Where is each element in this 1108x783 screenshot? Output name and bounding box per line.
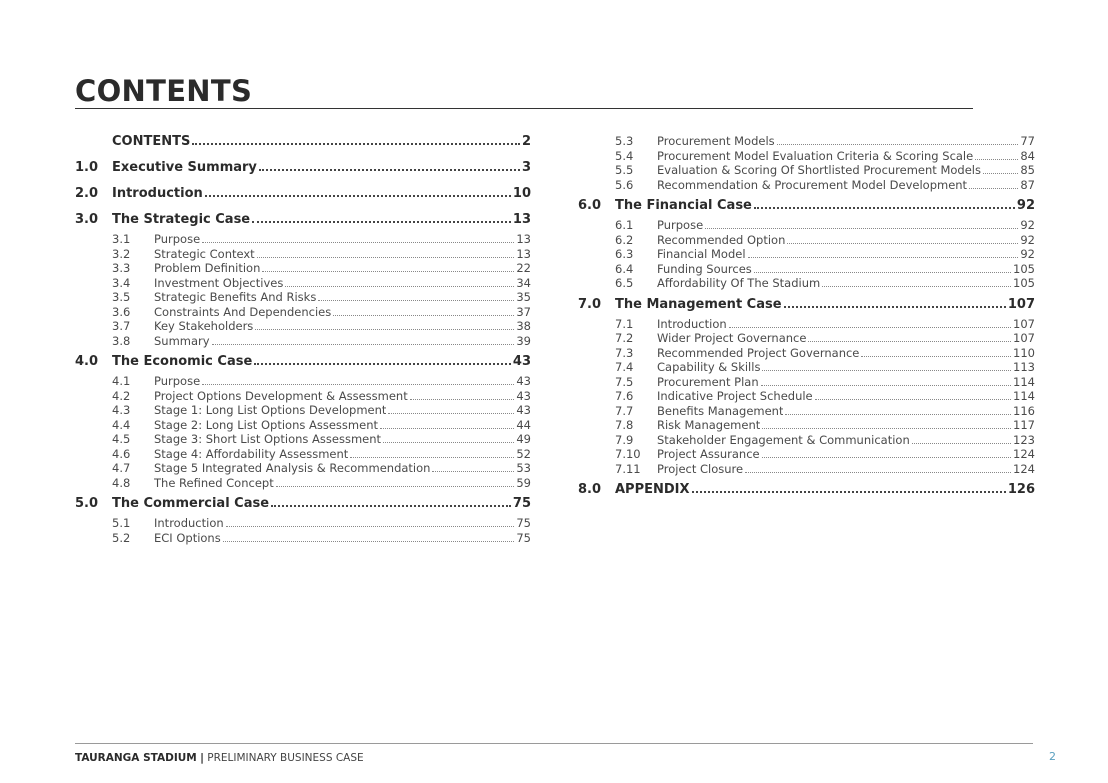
toc-entry-number: 7.11 xyxy=(615,461,641,476)
toc-entry-page: 92 xyxy=(1020,247,1035,261)
toc-entry-number: 3.6 xyxy=(112,304,131,319)
toc-subsection-entry[interactable] xyxy=(75,247,531,262)
toc-subsection-entry[interactable] xyxy=(578,276,1035,291)
toc-entry-title: Constraints And Dependencies xyxy=(154,304,332,319)
toc-entry-number: 4.3 xyxy=(112,403,131,417)
toc-dot-leader xyxy=(252,221,511,223)
toc-entry-page: 44 xyxy=(516,417,531,432)
toc-entry-title: Indicative Project Schedule xyxy=(657,389,813,403)
toc-dot-leader xyxy=(254,363,511,365)
toc-entry-number: 6.5 xyxy=(615,276,634,290)
toc-entry-title: Capability & Skills xyxy=(657,360,761,374)
toc-entry-number: 3.5 xyxy=(112,290,131,304)
toc-subsection-entry[interactable] xyxy=(75,403,531,418)
toc-entry-number: 4.1 xyxy=(112,374,131,388)
toc-entry-page: 114 xyxy=(1013,374,1035,389)
toc-dot-leader xyxy=(257,257,515,258)
footer-document-name: TAURANGA STADIUM xyxy=(75,752,197,764)
toc-subsection-entry[interactable] xyxy=(75,476,531,491)
toc-dot-leader xyxy=(777,144,1019,145)
footer-separator: | xyxy=(200,752,204,764)
toc-dot-leader xyxy=(223,541,515,542)
toc-subsection-entry[interactable] xyxy=(75,334,531,349)
toc-dot-leader xyxy=(212,344,515,345)
toc-entry-number: 5.5 xyxy=(615,163,634,177)
toc-subsection-entry[interactable] xyxy=(578,178,1035,193)
toc-dot-leader xyxy=(762,457,1011,458)
toc-entry-title: Introduction xyxy=(657,316,727,331)
toc-subsection-entry[interactable] xyxy=(578,262,1035,277)
toc-subsection-entry[interactable] xyxy=(75,319,531,334)
title-underline xyxy=(75,108,973,109)
toc-dot-leader xyxy=(380,428,514,429)
toc-entry-title: The Refined Concept xyxy=(154,475,274,490)
toc-entry-title: Purpose xyxy=(154,374,201,388)
toc-subsection-entry[interactable] xyxy=(578,404,1035,419)
toc-entry-page: 85 xyxy=(1020,163,1035,177)
toc-subsection-entry[interactable] xyxy=(578,462,1035,477)
toc-entry-number: 4.8 xyxy=(112,475,131,490)
toc-entry-page: 49 xyxy=(516,432,531,446)
footer xyxy=(75,752,364,764)
toc-dot-leader xyxy=(318,300,514,301)
toc-dot-leader xyxy=(705,228,1018,229)
toc-dot-leader xyxy=(754,207,1015,209)
toc-entry-page: 107 xyxy=(1013,316,1035,331)
toc-entry-page: 123 xyxy=(1013,432,1035,447)
toc-entry-number: 5.6 xyxy=(615,177,634,192)
toc-entry-title: Introduction xyxy=(112,186,203,201)
toc-entry-number: 4.6 xyxy=(112,446,131,461)
toc-entry-title: Stage 2: Long List Options Assessment xyxy=(154,417,378,432)
toc-entry-number: 3.0 xyxy=(75,212,99,227)
toc-entry-number: 4.7 xyxy=(112,461,131,475)
toc-dot-leader xyxy=(787,243,1018,244)
toc-subsection-entry[interactable] xyxy=(578,360,1035,375)
toc-dot-leader xyxy=(729,327,1011,328)
toc-entry-title: Strategic Benefits And Risks xyxy=(154,290,317,304)
toc-section-entry[interactable] xyxy=(75,160,531,180)
toc-subsection-entry[interactable] xyxy=(75,531,531,546)
toc-subsection-entry[interactable] xyxy=(75,461,531,476)
toc-entry-title: Recommended Option xyxy=(657,232,786,247)
toc-dot-leader xyxy=(383,442,514,443)
toc-entry-title: The Financial Case xyxy=(615,198,752,213)
toc-dot-leader xyxy=(975,159,1018,160)
toc-entry-title: Introduction xyxy=(154,516,224,530)
toc-entry-title: ECI Options xyxy=(154,530,221,545)
toc-dot-leader xyxy=(861,356,1011,357)
toc-entry-page: 13 xyxy=(516,246,531,261)
toc-entry-title: Key Stakeholders xyxy=(154,319,254,333)
toc-subsection-entry[interactable] xyxy=(578,149,1035,164)
toc-entry-number: 7.0 xyxy=(578,296,602,312)
toc-section-entry[interactable] xyxy=(75,134,531,154)
toc-entry-page: 43 xyxy=(516,403,531,417)
toc-subsection-entry[interactable] xyxy=(75,516,531,531)
toc-entry-page: 3 xyxy=(521,160,531,175)
toc-entry-page: 53 xyxy=(516,461,531,475)
toc-entry-title: Procurement Plan xyxy=(657,374,759,389)
toc-entry-page: 92 xyxy=(1016,198,1035,213)
toc-entry-title: Executive Summary xyxy=(112,160,257,175)
toc-entry-title: Recommendation & Procurement Model Development xyxy=(657,177,968,192)
toc-subsection-entry[interactable] xyxy=(75,418,531,433)
toc-entry-page: 107 xyxy=(1007,296,1035,312)
toc-entry-number: 3.7 xyxy=(112,319,131,333)
toc-entry-title: Problem Definition xyxy=(154,261,261,275)
toc-entry-title: Evaluation & Scoring Of Shortlisted Procurement Models xyxy=(657,163,981,177)
toc-left-column xyxy=(75,134,531,545)
toc-dot-leader xyxy=(205,195,511,197)
toc-entry-number: 6.0 xyxy=(578,198,602,213)
toc-entry-title: APPENDIX xyxy=(615,482,690,497)
toc-entry-title: Project Assurance xyxy=(657,447,760,461)
toc-entry-title: Purpose xyxy=(657,218,704,232)
toc-entry-number: 7.9 xyxy=(615,432,634,447)
page-number: 2 xyxy=(1049,750,1056,763)
toc-entry-title: Procurement Model Evaluation Criteria & Scoring Scale xyxy=(657,148,974,163)
toc-entry-title: Funding Sources xyxy=(657,261,752,276)
toc-entry-title: Stage 3: Short List Options Assessment xyxy=(154,432,382,446)
toc-dot-leader xyxy=(808,341,1011,342)
toc-dot-leader xyxy=(815,399,1011,400)
toc-entry-page: 75 xyxy=(516,516,531,530)
toc-entry-page: 124 xyxy=(1013,461,1035,476)
toc-entry-page: 124 xyxy=(1013,447,1035,461)
toc-section-entry[interactable] xyxy=(578,297,1035,317)
toc-dot-leader xyxy=(784,306,1006,308)
toc-entry-number: 4.0 xyxy=(75,354,99,369)
toc-dot-leader xyxy=(226,526,515,527)
toc-entry-number: 3.4 xyxy=(112,275,131,290)
toc-subsection-entry[interactable] xyxy=(578,375,1035,390)
toc-subsection-entry[interactable] xyxy=(578,218,1035,233)
toc-section-entry[interactable] xyxy=(75,496,531,516)
toc-entry-page: 39 xyxy=(516,333,531,348)
toc-dot-leader xyxy=(822,286,1011,287)
toc-entry-title: Summary xyxy=(154,333,210,348)
toc-entry-page: 114 xyxy=(1013,389,1035,403)
toc-entry-title: The Strategic Case xyxy=(112,212,251,227)
toc-entry-title: Risk Management xyxy=(657,418,761,432)
toc-dot-leader xyxy=(202,384,514,385)
toc-dot-leader xyxy=(754,272,1011,273)
toc-entry-number: 6.4 xyxy=(615,261,634,276)
toc-entry-title: The Management Case xyxy=(615,296,782,312)
toc-entry-title: Wider Project Governance xyxy=(657,331,807,345)
toc-entry-title: CONTENTS xyxy=(112,134,191,149)
toc-entry-number: 5.2 xyxy=(112,530,131,545)
toc-entry-page: 22 xyxy=(516,261,531,275)
toc-entry-number: 7.4 xyxy=(615,360,634,374)
toc-entry-page: 75 xyxy=(512,496,531,511)
toc-entry-page: 13 xyxy=(512,212,531,227)
toc-dot-leader xyxy=(692,491,1006,493)
toc-dot-leader xyxy=(333,315,514,316)
toc-entry-number: 6.2 xyxy=(615,232,634,247)
toc-entry-number: 7.3 xyxy=(615,345,634,360)
toc-dot-leader xyxy=(285,286,514,287)
toc-section-entry[interactable] xyxy=(578,482,1035,502)
toc-entry-number: 7.1 xyxy=(615,316,634,331)
toc-subsection-entry[interactable] xyxy=(75,389,531,404)
toc-dot-leader xyxy=(983,173,1018,174)
toc-subsection-entry[interactable] xyxy=(578,233,1035,248)
toc-entry-page: 107 xyxy=(1013,331,1035,345)
toc-dot-leader xyxy=(276,486,515,487)
toc-entry-number: 3.2 xyxy=(112,246,131,261)
toc-entry-page: 37 xyxy=(516,304,531,319)
toc-entry-number: 1.0 xyxy=(75,160,99,175)
toc-entry-page: 34 xyxy=(516,275,531,290)
toc-entry-page: 2 xyxy=(521,134,531,149)
toc-entry-title: Project Closure xyxy=(657,461,744,476)
toc-section-entry[interactable] xyxy=(75,354,531,374)
toc-dot-leader xyxy=(969,188,1018,189)
toc-entry-number: 8.0 xyxy=(578,482,602,497)
toc-entry-page: 43 xyxy=(516,388,531,403)
toc-entry-page: 84 xyxy=(1020,148,1035,163)
toc-entry-title: Investment Objectives xyxy=(154,275,284,290)
toc-entry-title: Stage 4: Affordability Assessment xyxy=(154,446,349,461)
toc-subsection-entry[interactable] xyxy=(75,432,531,447)
toc-dot-leader xyxy=(762,428,1011,429)
toc-dot-leader xyxy=(259,169,520,171)
toc-entry-page: 87 xyxy=(1020,177,1035,192)
toc-entry-page: 116 xyxy=(1013,403,1035,418)
toc-subsection-entry[interactable] xyxy=(75,276,531,291)
toc-dot-leader xyxy=(748,257,1019,258)
toc-dot-leader xyxy=(271,505,511,507)
toc-section-entry[interactable] xyxy=(75,186,531,206)
toc-dot-leader xyxy=(745,472,1011,473)
toc-entry-title: Procurement Models xyxy=(657,134,775,148)
toc-entry-number: 7.5 xyxy=(615,374,634,389)
toc-entry-number: 3.3 xyxy=(112,261,131,275)
toc-entry-page: 105 xyxy=(1013,261,1035,276)
toc-entry-page: 117 xyxy=(1013,418,1035,432)
toc-entry-number: 5.3 xyxy=(615,134,634,148)
toc-subsection-entry[interactable] xyxy=(75,261,531,276)
toc-dot-leader xyxy=(762,370,1011,371)
toc-entry-title: The Commercial Case xyxy=(112,496,270,511)
toc-dot-leader xyxy=(350,457,514,458)
toc-entry-page: 110 xyxy=(1013,345,1035,360)
toc-entry-page: 92 xyxy=(1020,218,1035,232)
toc-entry-number: 4.5 xyxy=(112,432,131,446)
toc-dot-leader xyxy=(785,414,1011,415)
toc-entry-page: 126 xyxy=(1007,482,1035,497)
toc-section-entry[interactable] xyxy=(578,198,1035,218)
toc-entry-title: Strategic Context xyxy=(154,246,255,261)
toc-subsection-entry[interactable] xyxy=(578,346,1035,361)
toc-entry-page: 77 xyxy=(1020,134,1035,148)
toc-dot-leader xyxy=(761,385,1011,386)
toc-entry-number: 6.3 xyxy=(615,247,634,261)
toc-entry-title: Purpose xyxy=(154,232,201,246)
toc-entry-number: 7.8 xyxy=(615,418,634,432)
toc-entry-number: 3.8 xyxy=(112,333,131,348)
toc-dot-leader xyxy=(432,471,514,472)
toc-subsection-entry[interactable] xyxy=(75,232,531,247)
toc-subsection-entry[interactable] xyxy=(578,247,1035,262)
toc-entry-page: 10 xyxy=(512,186,531,201)
toc-right-column xyxy=(578,134,1035,502)
page-title: CONTENTS xyxy=(75,74,253,108)
toc-subsection-entry[interactable] xyxy=(578,331,1035,346)
toc-dot-leader xyxy=(410,399,515,400)
toc-entry-title: Affordability Of The Stadium xyxy=(657,276,821,290)
toc-dot-leader xyxy=(255,329,514,330)
toc-entry-number: 7.6 xyxy=(615,389,634,403)
toc-entry-number: 5.0 xyxy=(75,496,99,511)
toc-entry-title: Benefits Management xyxy=(657,403,784,418)
toc-entry-page: 113 xyxy=(1013,360,1035,374)
toc-entry-title: Financial Model xyxy=(657,247,746,261)
toc-dot-leader xyxy=(262,271,514,272)
toc-entry-page: 105 xyxy=(1013,276,1035,290)
toc-entry-number: 7.10 xyxy=(615,447,641,461)
toc-subsection-entry[interactable] xyxy=(75,290,531,305)
toc-entry-number: 3.1 xyxy=(112,232,131,246)
toc-entry-title: Recommended Project Governance xyxy=(657,345,860,360)
toc-entry-number: 4.4 xyxy=(112,417,131,432)
toc-section-entry[interactable] xyxy=(75,212,531,232)
toc-entry-number: 4.2 xyxy=(112,388,131,403)
toc-entry-page: 92 xyxy=(1020,232,1035,247)
toc-entry-page: 43 xyxy=(512,354,531,369)
toc-subsection-entry[interactable] xyxy=(578,447,1035,462)
footer-document-type: PRELIMINARY BUSINESS CASE xyxy=(207,752,364,764)
toc-dot-leader xyxy=(192,143,520,145)
toc-entry-page: 13 xyxy=(516,232,531,246)
toc-dot-leader xyxy=(912,443,1011,444)
toc-entry-page: 59 xyxy=(516,475,531,490)
toc-entry-page: 43 xyxy=(516,374,531,388)
toc-dot-leader xyxy=(388,413,514,414)
toc-entry-number: 6.1 xyxy=(615,218,634,232)
toc-entry-page: 38 xyxy=(516,319,531,333)
toc-subsection-entry[interactable] xyxy=(578,134,1035,149)
toc-entry-title: The Economic Case xyxy=(112,354,253,369)
toc-entry-page: 75 xyxy=(516,530,531,545)
toc-subsection-entry[interactable] xyxy=(75,447,531,462)
toc-entry-number: 5.4 xyxy=(615,148,634,163)
toc-entry-title: Stage 1: Long List Options Development xyxy=(154,403,387,417)
toc-subsection-entry[interactable] xyxy=(578,389,1035,404)
footer-divider xyxy=(75,743,1033,744)
toc-subsection-entry[interactable] xyxy=(75,305,531,320)
toc-entry-title: Project Options Development & Assessment xyxy=(154,388,408,403)
toc-subsection-entry[interactable] xyxy=(578,418,1035,433)
toc-entry-title: Stakeholder Engagement & Communication xyxy=(657,432,910,447)
toc-entry-number: 7.2 xyxy=(615,331,634,345)
toc-entry-number: 2.0 xyxy=(75,186,99,201)
toc-subsection-entry[interactable] xyxy=(75,374,531,389)
toc-subsection-entry[interactable] xyxy=(578,433,1035,448)
toc-entry-page: 35 xyxy=(516,290,531,304)
toc-subsection-entry[interactable] xyxy=(578,317,1035,332)
toc-dot-leader xyxy=(202,242,514,243)
toc-subsection-entry[interactable] xyxy=(578,163,1035,178)
toc-entry-page: 52 xyxy=(516,446,531,461)
toc-entry-number: 7.7 xyxy=(615,403,634,418)
toc-entry-title: Stage 5 Integrated Analysis & Recommendation xyxy=(154,461,431,475)
toc-entry-number: 5.1 xyxy=(112,516,131,530)
